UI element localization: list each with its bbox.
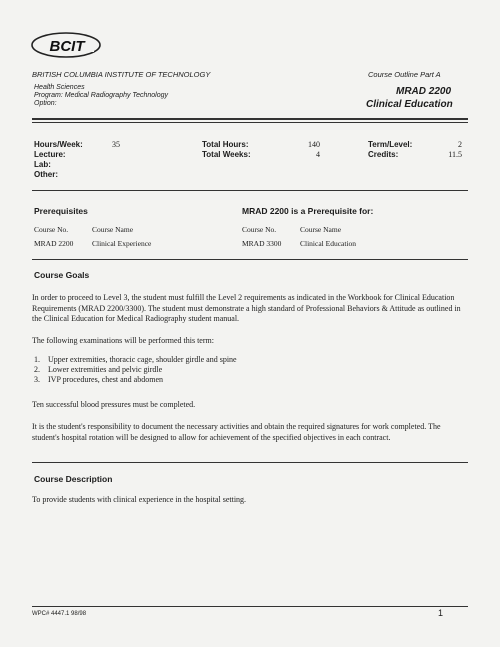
- other-label: Other:: [34, 170, 58, 179]
- credits-label: Credits:: [368, 150, 399, 159]
- lab-label: Lab:: [34, 160, 51, 169]
- hours-week-label: Hours/Week:: [34, 140, 83, 149]
- next-course-no: MRAD 3300: [242, 239, 282, 248]
- exam-list: [34, 355, 434, 385]
- list-number: 3.: [34, 375, 40, 384]
- total-weeks-label: Total Weeks:: [202, 150, 251, 159]
- institution-name: BRITISH COLUMBIA INSTITUTE OF TECHNOLOGY: [32, 70, 211, 79]
- total-weeks-value: 4: [316, 150, 320, 159]
- course-description-text: To provide students with clinical experience in the hospital setting.: [32, 495, 247, 504]
- divider: [32, 190, 468, 191]
- term-level-label: Term/Level:: [368, 140, 413, 149]
- list-text: Upper extremities, thoracic cage, shoulder girdle and spine: [48, 355, 237, 364]
- school-name: Health Sciences: [34, 84, 85, 91]
- responsibility-paragraph: It is the student's responsibility to document the necessary activities and obtain the required signatures for work completed. The student's hospital rotation will be designed to allow for achievement of the specified objectives in each contract.: [32, 422, 441, 442]
- total-hours-label: Total Hours:: [202, 140, 249, 149]
- divider: [32, 259, 468, 260]
- total-hours-value: 140: [308, 140, 320, 149]
- divider: [32, 462, 468, 463]
- list-text: IVP procedures, chest and abdomen: [48, 375, 163, 384]
- bcit-logo: [30, 30, 102, 60]
- list-item: [34, 365, 434, 375]
- prereq-course-no: MRAD 2200: [34, 239, 74, 248]
- program-name: Program: Medical Radiography Technology: [34, 92, 168, 99]
- list-item: [34, 355, 434, 365]
- hours-table: [34, 140, 464, 180]
- blood-pressure-note: Ten successful blood pressures must be completed.: [32, 400, 196, 409]
- col-course-name: Course Name: [92, 225, 134, 234]
- col-course-no: Course No.: [34, 225, 69, 234]
- department-info: [34, 84, 168, 108]
- prerequisite-for-heading: MRAD 2200 is a Prerequisite for:: [242, 206, 374, 216]
- divider: [32, 122, 468, 123]
- exams-intro: The following examinations will be performed this term:: [32, 336, 214, 345]
- list-number: 2.: [34, 365, 40, 374]
- list-number: 1.: [34, 355, 40, 364]
- hours-week-value: 35: [112, 140, 120, 149]
- course-goals-heading: Course Goals: [34, 270, 90, 280]
- next-course-name: Clinical Education: [300, 239, 357, 248]
- col-course-no: Course No.: [242, 225, 277, 234]
- option-label: Option:: [34, 100, 57, 107]
- footer-divider: [32, 606, 468, 607]
- logo-text: BCIT: [49, 38, 85, 55]
- course-code: MRAD 2200: [396, 86, 452, 97]
- divider: [32, 118, 468, 120]
- prereq-course-name: Clinical Experience: [92, 239, 152, 248]
- page-number: 1: [438, 608, 444, 618]
- credits-value: 11.5: [448, 150, 462, 159]
- outline-part: Course Outline Part A: [368, 70, 441, 79]
- course-description-heading: Course Description: [34, 474, 113, 484]
- goals-paragraph: In order to proceed to Level 3, the student must fulfill the Level 2 requirements as indicated in the Workbook for Clinical Education Requirements (MRAD 2200/3300). The student must demonstrate a high standard of Professional Behaviors & Attitude as outlined in the Clinical Education for Medical Radiography student manual.: [32, 293, 461, 323]
- col-course-name: Course Name: [300, 225, 342, 234]
- form-code: WPC# 4447.1 98/98: [32, 611, 87, 617]
- prerequisites-heading: Prerequisites: [34, 206, 88, 216]
- term-level-value: 2: [458, 140, 462, 149]
- course-title: Clinical Education: [366, 99, 453, 110]
- lecture-label: Lecture:: [34, 150, 66, 159]
- list-item: [34, 375, 434, 385]
- list-text: Lower extremities and pelvic girdle: [48, 365, 163, 374]
